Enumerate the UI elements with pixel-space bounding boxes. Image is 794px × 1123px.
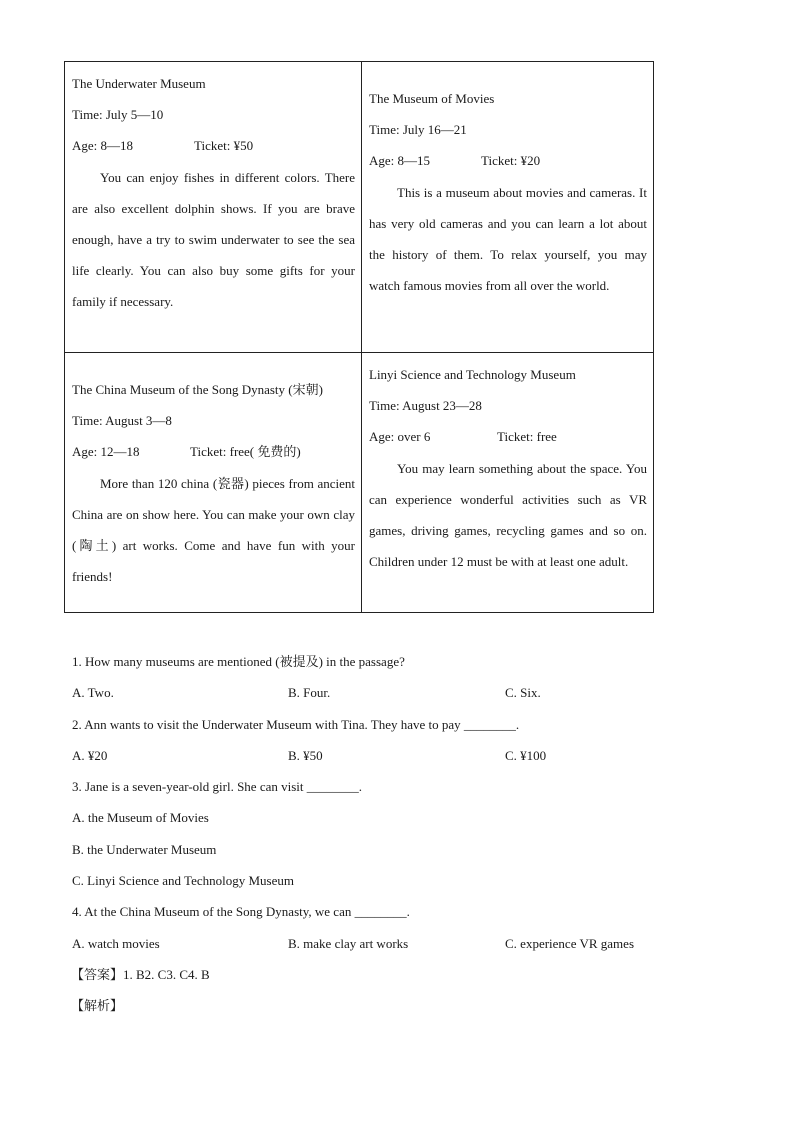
questions-section: [72, 646, 722, 1022]
museum-name: Linyi Science and Technology Museum: [369, 367, 576, 382]
museum-age-ticket: [369, 421, 647, 452]
museum-age-ticket: [72, 436, 355, 467]
museum-table-row: [65, 353, 654, 613]
museum-time: Time: August 23—28: [369, 398, 482, 414]
answer-text: 1. B2. C3. C4. B: [123, 966, 210, 982]
question-3: 3. Jane is a seven-year-old girl. She can visit ________.: [72, 779, 363, 795]
museum-description: You can enjoy fishes in different colors. There are also excellent dolphin shows. If you are brave enough, have a try to swim underwater to see the sea life clearly. You can also buy some gifts for your family if necessary.: [72, 169, 355, 310]
option-c: C. ¥100: [505, 747, 547, 763]
museum-cell-linyi-science: [362, 353, 654, 613]
option-c: C. Six.: [505, 685, 541, 701]
museum-description: This is a museum about movies and cameras. It has very old cameras and you can learn a lot about the history of them. To relax yourself, you may watch famous movies from all over the world.: [369, 184, 647, 294]
option-b: B. the Underwater Museum: [72, 841, 217, 857]
museum-age: Age: 8—18: [72, 138, 134, 154]
museum-table-row: [65, 62, 654, 353]
museum-name: The Museum of Movies: [369, 91, 495, 106]
museum-cell-underwater: [65, 62, 362, 353]
question-1: 1. How many museums are mentioned (被提及) in the passage?: [72, 654, 405, 669]
museum-ticket: Ticket: free( 免费的): [190, 444, 301, 460]
question-2-options: [72, 740, 722, 771]
option-b: B. ¥50: [288, 747, 323, 763]
museum-time: Time: August 3—8: [72, 413, 172, 429]
museum-ticket: Ticket: ¥20: [481, 153, 541, 169]
option-b: B. make clay art works: [288, 935, 409, 951]
analysis-line: [71, 990, 722, 1021]
answer-line: [71, 959, 722, 990]
museum-cell-song-dynasty: [65, 353, 362, 613]
museum-cell-movies: [362, 62, 654, 353]
museum-age-ticket: [72, 130, 355, 161]
museum-age-ticket: [369, 145, 647, 176]
museum-name: The China Museum of the Song Dynasty (宋朝): [72, 382, 323, 397]
museum-description: You may learn something about the space. You can experience wonderful activities such as VR games, driving games, recycling games and so on. Children under 12 must be with at least one adult.: [369, 460, 647, 570]
option-c: C. Linyi Science and Technology Museum: [72, 873, 294, 889]
option-a: A. Two.: [72, 685, 114, 701]
museum-time: Time: July 5—10: [72, 107, 164, 123]
option-a: A. the Museum of Movies: [72, 810, 209, 826]
option-b: B. Four.: [288, 685, 331, 701]
question-4: 4. At the China Museum of the Song Dynasty, we can ________.: [72, 904, 410, 920]
answer-label: 【答案】: [71, 967, 124, 983]
museum-age: Age: over 6: [369, 429, 431, 445]
analysis-label: 【解析】: [71, 999, 124, 1015]
museum-table: [64, 61, 654, 613]
museum-ticket: Ticket: free: [497, 429, 557, 445]
museum-time: Time: July 16—21: [369, 122, 467, 138]
museum-description: More than 120 china (瓷器) pieces from ancient China are on show here. You can make your own clay (陶土) art works. Come and have fun with your friends!: [72, 475, 355, 585]
question-1-options: [72, 677, 722, 708]
museum-age: Age: 8—15: [369, 153, 431, 169]
museum-ticket: Ticket: ¥50: [194, 138, 254, 154]
option-a: A. ¥20: [72, 747, 108, 763]
question-2: 2. Ann wants to visit the Underwater Museum with Tina. They have to pay ________.: [72, 716, 520, 732]
question-4-options: [72, 928, 722, 959]
museum-name: The Underwater Museum: [72, 76, 206, 91]
option-c: C. experience VR games: [505, 935, 634, 951]
option-a: A. watch movies: [72, 935, 160, 951]
museum-age: Age: 12—18: [72, 444, 140, 460]
